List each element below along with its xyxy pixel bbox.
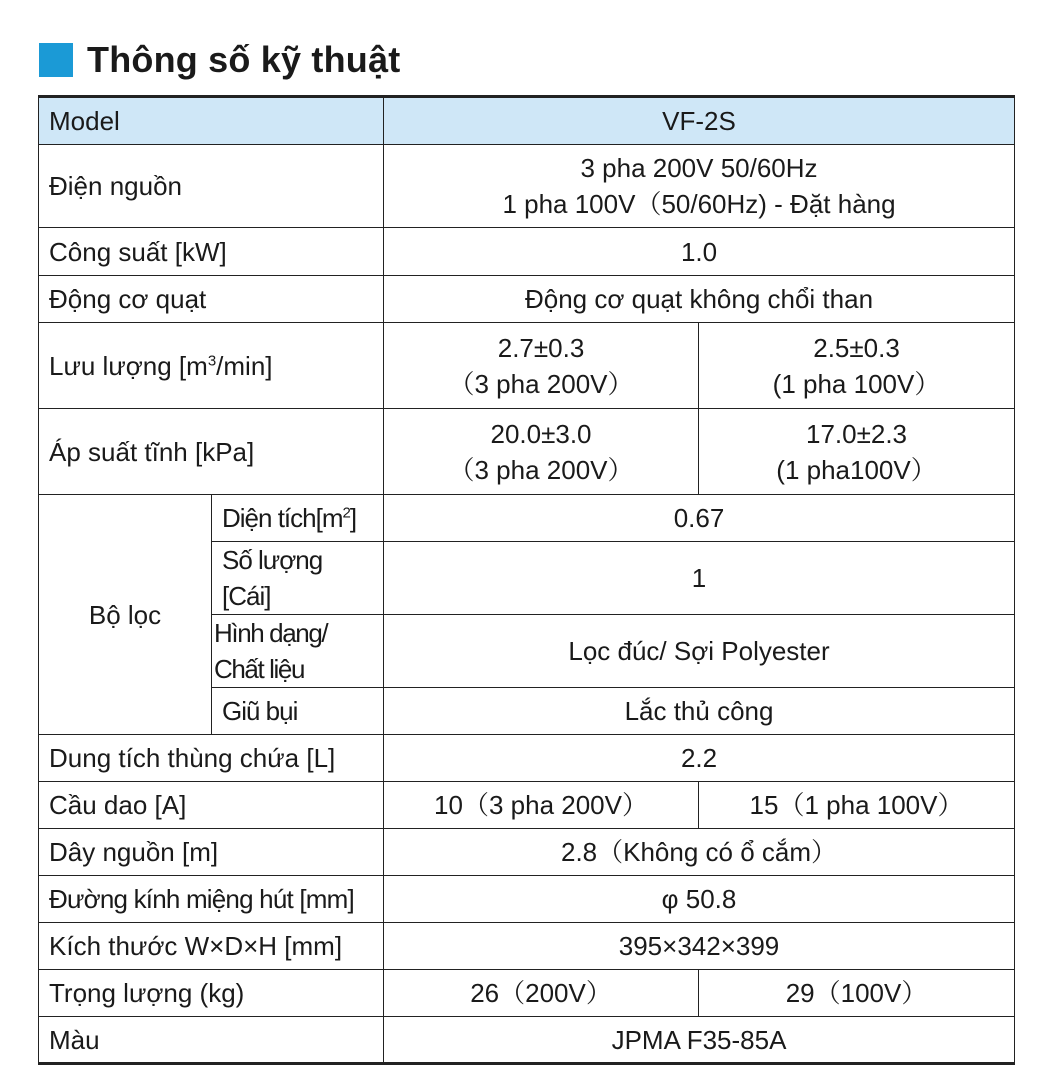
row-sublabel: Giũ bụi bbox=[212, 688, 384, 735]
row-value: 2.2 bbox=[384, 735, 1015, 782]
row-label: Điện nguồn bbox=[39, 145, 384, 228]
row-label: Cầu dao [A] bbox=[39, 782, 384, 829]
filter-group-label: Bộ lọc bbox=[39, 495, 212, 735]
row-label: Lưu lượng $[m^3/\min]$ bbox=[39, 323, 384, 409]
spec-table bbox=[38, 95, 1015, 1065]
row-value: 29（100V） bbox=[699, 970, 1015, 1017]
row-value: VF-2S bbox=[384, 97, 1015, 145]
power-line-1: 3 pha 200V 50/60Hz bbox=[580, 153, 818, 183]
table-row bbox=[39, 495, 1015, 542]
row-value: 395×342×399 bbox=[384, 923, 1015, 970]
row-value: 1.0 bbox=[384, 228, 1015, 276]
row-value: 2.7±0.3 （3 pha 200V） bbox=[384, 323, 699, 409]
page-title: Thông số kỹ thuật bbox=[87, 39, 401, 80]
table-row bbox=[39, 782, 1015, 829]
table-row bbox=[39, 409, 1015, 495]
row-sublabel: Diện $tích[m^2]$ bbox=[212, 495, 384, 542]
row-label: Model bbox=[39, 97, 384, 145]
table-row bbox=[39, 735, 1015, 782]
row-value: 10（3 pha 200V） bbox=[384, 782, 699, 829]
table-row bbox=[39, 876, 1015, 923]
table-row bbox=[39, 145, 1015, 228]
row-value: 26（200V） bbox=[384, 970, 699, 1017]
table-row bbox=[39, 97, 1015, 145]
row-value: Động cơ quạt không chổi than bbox=[384, 276, 1015, 323]
row-label: Kích thước W×D×H [mm] bbox=[39, 923, 384, 970]
row-value: 2.8（Không có ổ cắm） bbox=[384, 829, 1015, 876]
row-value: Lọc đúc/ Sợi Polyester bbox=[384, 615, 1015, 688]
table-row bbox=[39, 829, 1015, 876]
row-value: 0.67 bbox=[384, 495, 1015, 542]
row-label: Dây nguồn [m] bbox=[39, 829, 384, 876]
row-sublabel: Hình dạng/ Chất liệu bbox=[212, 615, 384, 688]
row-label: Động cơ quạt bbox=[39, 276, 384, 323]
table-row bbox=[39, 1017, 1015, 1064]
row-value: φ 50.8 bbox=[384, 876, 1015, 923]
row-value: 15（1 pha 100V） bbox=[699, 782, 1015, 829]
row-value: 1 bbox=[384, 542, 1015, 615]
table-row bbox=[39, 228, 1015, 276]
table-row bbox=[39, 276, 1015, 323]
row-value: 17.0±2.3 (1 pha100V） bbox=[699, 409, 1015, 495]
row-value: JPMA F35-85A bbox=[384, 1017, 1015, 1064]
row-label: Công suất [kW] bbox=[39, 228, 384, 276]
table-row bbox=[39, 323, 1015, 409]
row-label: Màu bbox=[39, 1017, 384, 1064]
row-value: 2.5±0.3 (1 pha 100V） bbox=[699, 323, 1015, 409]
title-square-icon bbox=[39, 43, 73, 77]
row-value: 20.0±3.0 （3 pha 200V） bbox=[384, 409, 699, 495]
row-label: Đường kính miệng hút [mm] bbox=[39, 876, 384, 923]
table-row bbox=[39, 970, 1015, 1017]
section-header bbox=[39, 38, 400, 82]
table-row bbox=[39, 923, 1015, 970]
row-value bbox=[384, 145, 1015, 228]
row-label: Trọng lượng (kg) bbox=[39, 970, 384, 1017]
row-label: Áp suất tĩnh [kPa] bbox=[39, 409, 384, 495]
row-label: Dung tích thùng chứa [L] bbox=[39, 735, 384, 782]
row-value: Lắc thủ công bbox=[384, 688, 1015, 735]
row-sublabel: Số lượng [Cái] bbox=[212, 542, 384, 615]
power-line-2: 1 pha 100V（50/60Hz) - Đặt hàng bbox=[502, 189, 896, 219]
